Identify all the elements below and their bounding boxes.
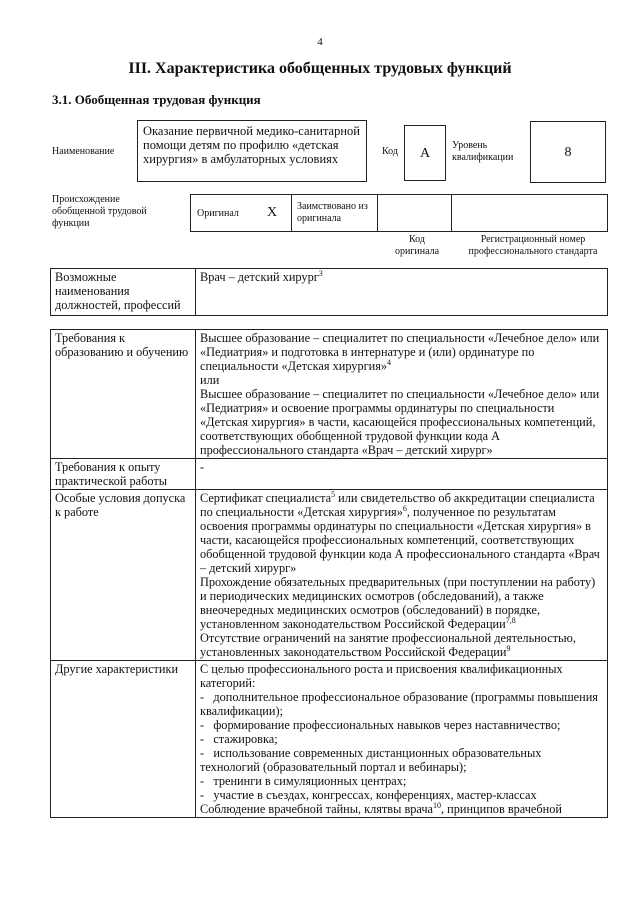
section-title: III. Характеристика обобщенных трудовых функций [128, 60, 512, 77]
subsection-title: 3.1. Обобщенная трудовая функция [52, 92, 261, 107]
list-item: - тренинги в симуляционных центрах; [200, 774, 407, 788]
list-item: - участие в съездах, конгрессах, конференциях, мастер-классах [200, 788, 537, 802]
requirements-table [50, 329, 608, 818]
special-b: или свидетельство об аккредитации специалиста по специальности «Детская хирургия» [200, 491, 595, 519]
list-item: - дополнительное профессиональное образование (программы повышения квалификации); [200, 690, 598, 718]
other-intro: С целью профессионального роста и присвоения квалификационных категорий: [200, 662, 563, 690]
other-last-a: Соблюдение врачебной тайны, клятвы врача [200, 802, 434, 816]
footnote-ref: 4 [387, 357, 392, 367]
list-item: - использование современных дистанционных образовательных технологий (образовательный портал и вебинары); [200, 746, 542, 774]
name-label: Наименование [52, 146, 115, 157]
divider [291, 195, 292, 231]
borrowed-label: Заимствовано из оригинала [297, 201, 368, 224]
divider [377, 195, 378, 231]
other-label: Другие характеристики [51, 661, 196, 818]
education-cell [196, 330, 608, 459]
education-p1: Высшее образование – специалитет по специальности «Лечебное дело» или «Педиатрия» и подготовка в интернатуре и (или) ординатуре по специальности «Детская хирургия» [200, 331, 600, 373]
positions-value: Врач – детский хирург [200, 270, 319, 284]
level-label: Уровень квалификации [452, 140, 514, 163]
special-c: , полученное по результатам освоения программы ординатуры по специальности «Детская хирургия» в части, касающейся профессиональных компетенций, соответствующих обобщенной трудовой функции кода А профессионального стандарта «Врач – детский хирург» [200, 505, 600, 575]
reg-caption: Регистрационный номер профессионального стандарта [468, 234, 598, 257]
list-item: - стажировка; [200, 732, 278, 746]
footnote-ref: 5 [331, 489, 336, 499]
level-value-box [530, 121, 606, 183]
special-d: Прохождение обязательных предварительных (при поступлении на работу) и периодических медицинских осмотров (обследований), а также внеочередных медицинских осмотров (обследований) в порядке, установленном законодательством Российской Федерации [200, 575, 596, 631]
list-item: - формирование профессиональных навыков через наставничество; [200, 718, 561, 732]
experience-value: - [196, 459, 608, 490]
positions-label: Возможные наименования должностей, профессий [51, 269, 196, 316]
positions-cell [196, 269, 608, 316]
footnote-ref: 7,8 [505, 615, 516, 625]
other-cell [196, 661, 608, 818]
page-number: 4 [317, 36, 323, 48]
special-cell [196, 490, 608, 661]
code-caption: Код оригинала [394, 234, 440, 257]
code-value: А [419, 146, 431, 161]
footnote-ref: 9 [506, 643, 511, 653]
special-e: Отсутствие ограничений на занятие профессиональной деятельностью, установленных законодательством Российской Федерации [200, 631, 576, 659]
name-value-box [137, 120, 367, 182]
education-label: Требования к образованию и обучению [51, 330, 196, 459]
footnote-ref: 10 [433, 800, 442, 810]
footnote-ref: 6 [402, 503, 407, 513]
education-p2: Высшее образование – специалитет по специальности «Лечебное дело» или «Педиатрия» и освоение программы ординатуры по специальности «Детская хирургия» в части, касающейся профессиональных компетенций, соответствующих обобщенной трудовой функции кода А профессионального стандарта «Врач – детский хирург» [200, 387, 600, 457]
experience-label: Требования к опыту практической работы [51, 459, 196, 490]
origin-row [190, 194, 608, 232]
special-label: Особые условия допуска к работе [51, 490, 196, 661]
education-or: или [200, 373, 220, 387]
other-last-b: , принципов врачебной [441, 802, 562, 816]
original-label: Оригинал [197, 208, 239, 219]
divider [451, 195, 452, 231]
original-mark: X [267, 205, 278, 220]
footnote-ref: 3 [318, 268, 323, 278]
special-a: Сертификат специалиста [200, 491, 332, 505]
code-label: Код [382, 146, 398, 157]
code-value-box [404, 125, 446, 181]
origin-label: Происхождение обобщенной трудовой функции [52, 194, 147, 229]
name-value: Оказание первичной медико-санитарной помощи детям по профилю «детская хирургия» в амбулаторных условиях [143, 124, 360, 166]
level-value: 8 [564, 145, 572, 160]
positions-table [50, 268, 608, 316]
